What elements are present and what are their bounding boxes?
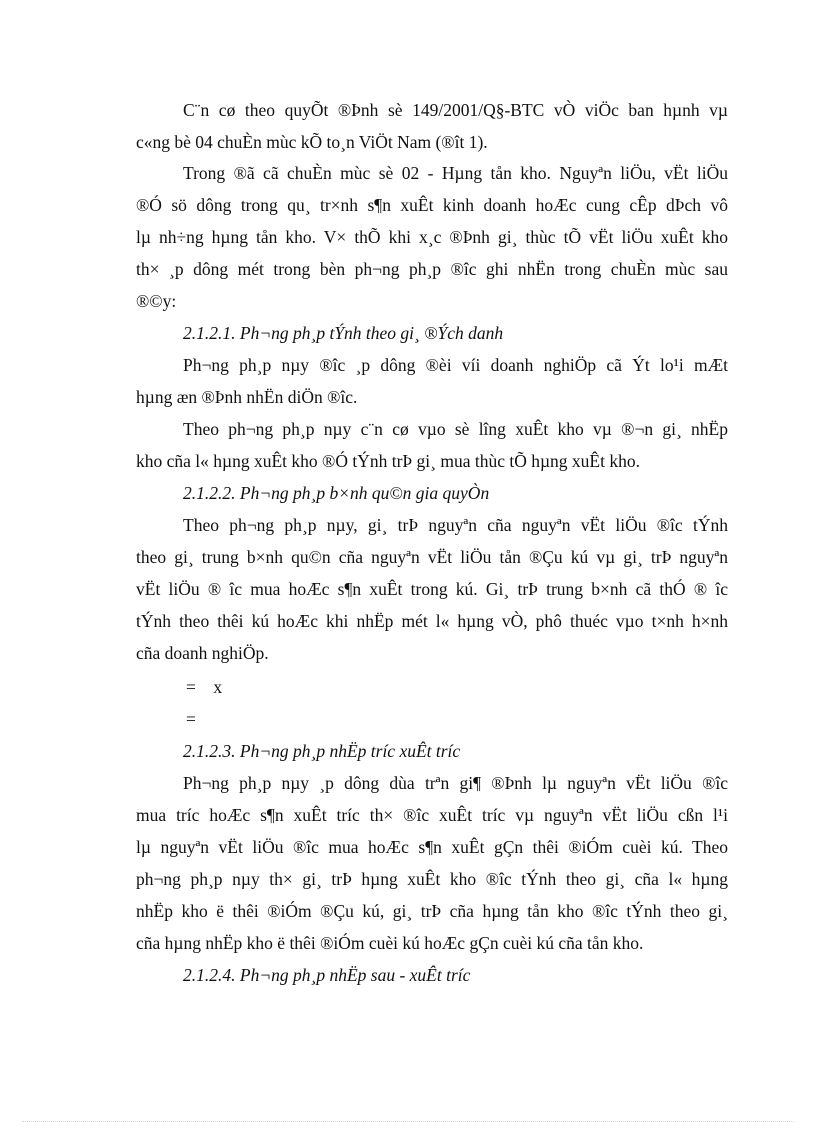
formula-line-1: = x bbox=[186, 677, 223, 697]
section-heading-2-1-2-3: 2.1.2.3. Ph¬ng ph¸p nhËp tríc xuÊt tríc bbox=[183, 741, 461, 761]
paragraph-3-line-2: hµng æn ®Þnh nhËn diÖn ®îc. bbox=[136, 387, 358, 407]
section-heading-2-1-2-1: 2.1.2.1. Ph¬ng ph¸p tÝnh theo gi¸ ®Ých danh bbox=[183, 323, 504, 343]
page-bottom-rule bbox=[22, 1121, 794, 1122]
paragraph-2-line-3: lµ nh÷ng hµng tån kho. V× thÕ khi x¸c ®Þnh gi¸ thùc tÕ vËt liÖu xuÊt kho bbox=[136, 227, 728, 247]
paragraph-6-line-1: Ph¬ng ph¸p nµy ¸p dông dùa trªn gi¶ ®Þnh lµ nguyªn vËt liÖu ®îc bbox=[183, 773, 728, 793]
paragraph-5-line-2: theo gi¸ trung b×nh qu©n cña nguyªn vËt liÖu tån ®Çu kú vµ gi¸ trÞ nguyªn bbox=[136, 547, 728, 567]
paragraph-2-line-1: Trong ®ã cã chuÈn mùc sè 02 - Hµng tån kho. Nguyªn liÖu, vËt liÖu bbox=[183, 163, 728, 183]
section-heading-2-1-2-2: 2.1.2.2. Ph¬ng ph¸p b×nh qu©n gia quyÒn bbox=[183, 483, 490, 503]
paragraph-5-line-3: vËt liÖu ® îc mua hoÆc s¶n xuÊt trong kú. Gi¸ trÞ trung b×nh cã thÓ ® îc bbox=[136, 579, 728, 599]
section-heading-2-1-2-4: 2.1.2.4. Ph¬ng ph¸p nhËp sau - xuÊt tríc bbox=[183, 965, 471, 985]
paragraph-5-line-4: tÝnh theo thêi kú hoÆc khi nhËp mét l« hµng vÒ, phô thuéc vµo t×nh h×nh bbox=[136, 611, 728, 631]
paragraph-6-line-5: nhËp kho ë thêi ®iÓm ®Çu kú, gi¸ trÞ cña hµng tån kho ®îc tÝnh theo gi¸ bbox=[136, 901, 728, 921]
paragraph-5-line-5: cña doanh nghiÖp. bbox=[136, 643, 269, 663]
paragraph-6-line-4: ph¬ng ph¸p nµy th× gi¸ trÞ hµng xuÊt kho ®îc tÝnh theo gi¸ cña l« hµng bbox=[136, 869, 728, 889]
paragraph-4-line-1: Theo ph¬ng ph¸p nµy c¨n cø vµo sè lîng xuÊt kho vµ ®¬n gi¸ nhËp bbox=[183, 419, 728, 439]
paragraph-2-line-2: ®Ó sö dông trong qu¸ tr×nh s¶n xuÊt kinh doanh hoÆc cung cÊp dÞch vô bbox=[136, 195, 728, 215]
paragraph-6-line-3: lµ nguyªn vËt liÖu ®îc mua hoÆc s¶n xuÊt gÇn thêi ®iÓm cuèi kú. Theo bbox=[136, 837, 728, 857]
paragraph-3-line-1: Ph¬ng ph¸p nµy ®îc ¸p dông ®èi víi doanh nghiÖp cã Ýt lo¹i mÆt bbox=[183, 355, 728, 375]
paragraph-1-line-1: C¨n cø theo quyÕt ®Þnh sè 149/2001/Q§-BTC vÒ viÖc ban hµnh vµ bbox=[183, 100, 728, 120]
paragraph-6-line-6: cña hµng nhËp kho ë thêi ®iÓm cuèi kú hoÆc gÇn cuèi kú cña tån kho. bbox=[136, 933, 644, 953]
formula-line-2: = bbox=[186, 709, 196, 729]
paragraph-2-line-4: th× ¸p dông mét trong bèn ph¬ng ph¸p ®îc ghi nhËn trong chuÈn mùc sau bbox=[136, 259, 728, 279]
paragraph-2-line-5: ®©y: bbox=[136, 291, 177, 311]
paragraph-5-line-1: Theo ph¬ng ph¸p nµy, gi¸ trÞ nguyªn cña nguyªn vËt liÖu ®îc tÝnh bbox=[183, 515, 728, 535]
paragraph-4-line-2: kho cña l« hµng xuÊt kho ®Ó tÝnh trÞ gi¸ mua thùc tÕ hµng xuÊt kho. bbox=[136, 451, 640, 471]
paragraph-6-line-2: mua tríc hoÆc s¶n xuÊt tríc th× ®îc xuÊt tríc vµ nguyªn vËt liÖu cßn l¹i bbox=[136, 805, 728, 825]
paragraph-1-line-2: c«ng bè 04 chuÈn mùc kÕ to¸n ViÖt Nam (®ît 1). bbox=[136, 132, 488, 152]
